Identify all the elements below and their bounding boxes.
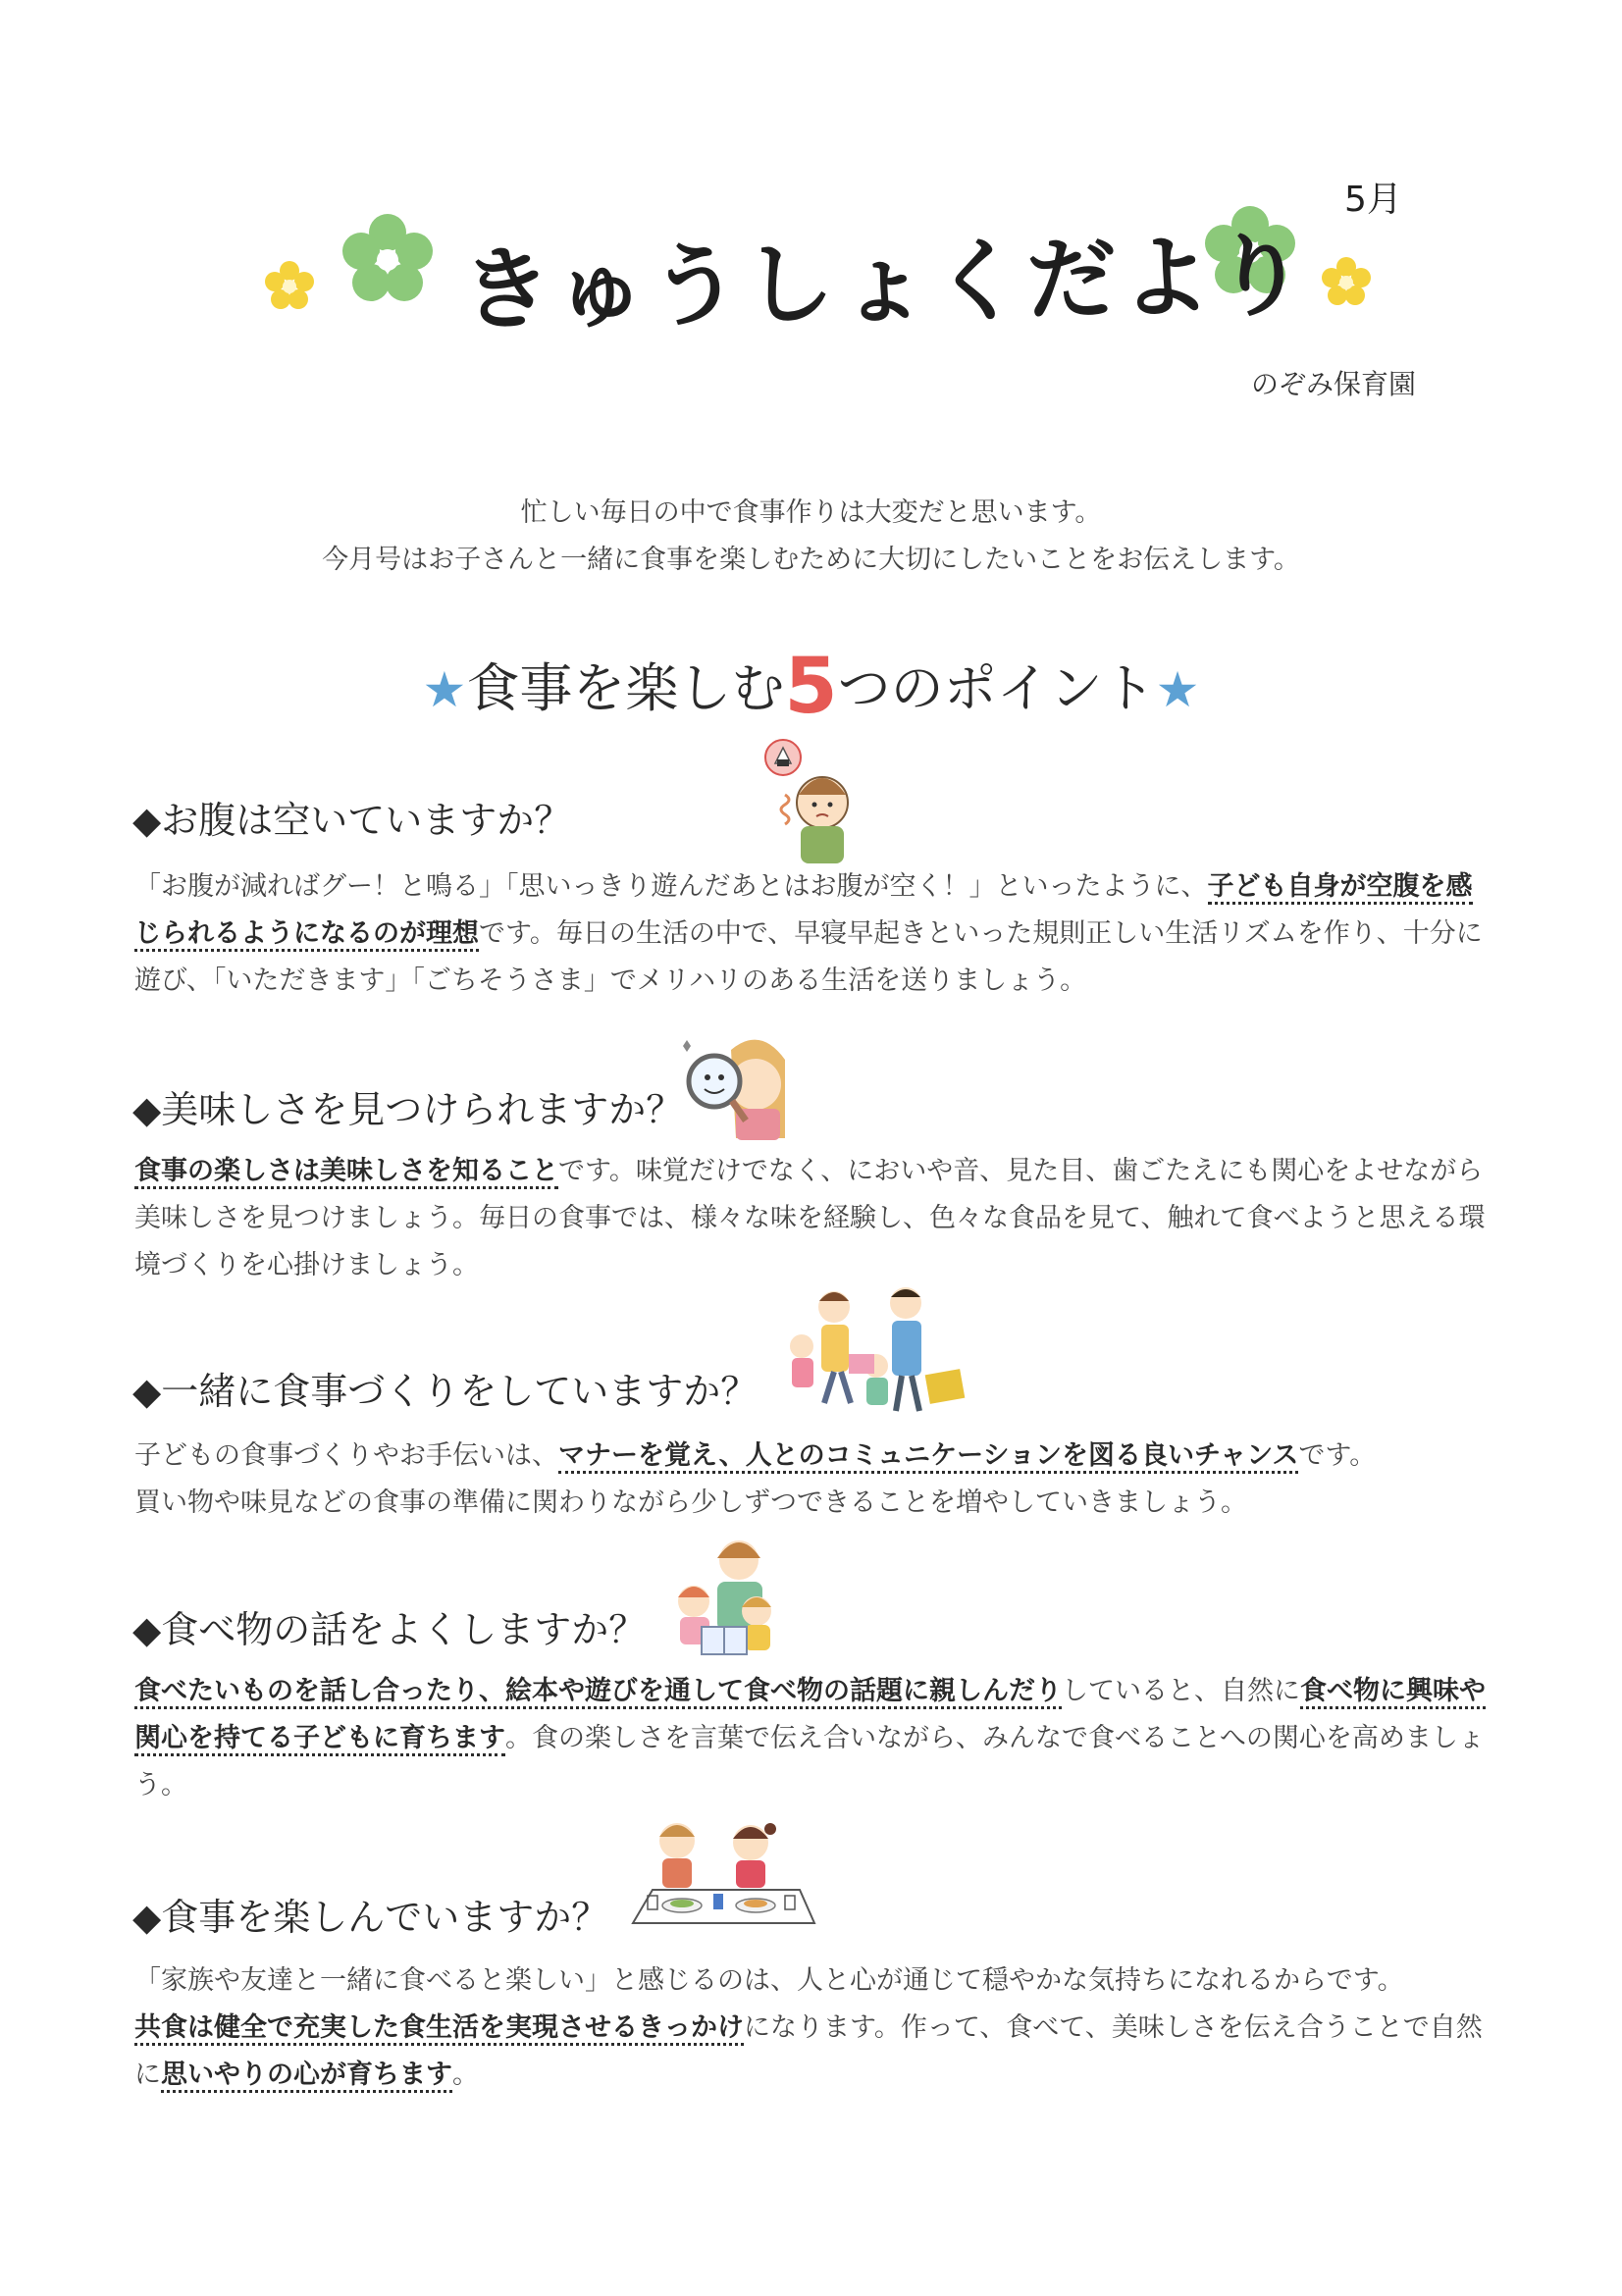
magnifying-glass-girl-illustration [677,1030,795,1143]
section-heading-enjoy: ◆食事を楽しんでいますか？ [132,1896,609,1939]
month-label: 5月 [1344,180,1402,220]
main-heading-text-after: つのポイント [837,657,1156,719]
emphasis-text: マナーを覚え、人とのコミュニケーションを図る良いチャンス [558,1440,1298,1474]
body-text: 子どもの食事づくりやお手伝いは、 [134,1440,558,1471]
school-name: のぞみ保育園 [1251,368,1417,400]
section-heading-taste: ◆美味しさを見つけられますか？ [132,1088,684,1131]
section-body-enjoy [134,1957,1493,2099]
body-text: 「お腹が減ればグー！と鳴る」「思いっきり遊んだあとはお腹が空く！」といったように、 [134,871,1208,902]
body-text: 「家族や友達と一緒に食べると楽しい」と感じるのは、人と心が通じて穏やかな気持ちになれるからです。 [134,1965,1404,1996]
emphasis-text: 子ども自身が空腹を感じられるようになるのが理想 [134,871,1473,952]
section-body-hungry [134,863,1493,1005]
hungry-child-illustration [756,736,868,868]
star-icon: ★ [422,661,467,718]
body-text: です。 [1298,1440,1377,1471]
section-heading-hungry: ◆お腹は空いていますか？ [132,799,572,842]
intro-line-1: 忙しい毎日の中で食事作りは大変だと思います。 [520,497,1102,528]
body-text: になります。作って、食べて、美味しさを伝え合うことで自然に [134,2012,1483,2090]
body-text: 。 [452,2060,479,2090]
main-heading-text-before: 食事を楽しむ [466,657,785,719]
star-icon: ★ [1155,661,1200,718]
section-heading-talk: ◆食べ物の話をよくしますか？ [132,1608,647,1651]
children-eating-illustration [623,1815,819,1933]
small-yellow-flower-icon [260,257,319,316]
section-body-talk [134,1668,1493,1809]
reading-with-children-illustration [662,1531,785,1663]
emphasis-text: 食べたいものを話し合ったり、絵本や遊びを通して食べ物の話題に親しんだり [134,1676,1062,1709]
intro-line-2: 今月号はお子さんと一緒に食事を楽しむために大切にしたいことをお伝えします。 [322,545,1300,575]
family-shopping-illustration [780,1285,986,1418]
body-text: していると、自然に [1062,1676,1300,1706]
body-text: です。毎日の生活の中で、早寝早起きといった規則正しい生活リズムを作り、十分に遊び、「いただきます」「ごちそうさま」でメリハリのある生活を送りましょう。 [134,918,1483,996]
body-text: 。食の楽しさを言葉で伝え合いながら、みんなで食べることへの関心を高めましょう。 [134,1723,1485,1800]
emphasis-text: 食べ物に興味や関心を持てる子どもに育ちます [134,1676,1486,1756]
main-heading-number: 5 [784,643,838,731]
main-heading [0,643,1622,731]
body-text: 買い物や味見などの食事の準備に関わりながら少しずつできることを増やしていきましょう。 [134,1487,1247,1518]
emphasis-text: 思いやりの心が育ちます [161,2060,452,2093]
emphasis-text: 共食は健全で充実した食生活を実現させるきっかけ [134,2012,744,2046]
section-heading-cooking: ◆一緒に食事づくりをしていますか？ [132,1370,759,1413]
section-body-cooking [134,1433,1493,1527]
newsletter-title: きゅうしょくだより [460,222,1311,343]
large-green-flower-icon [337,209,439,311]
body-text: です。味覚だけでなく、においや音、見た目、歯ごたえにも関心をよせながら美味しさを見つけましょう。毎日の食事では、様々な味を経験し、色々な食品を見て、触れて食べようと思える環境づくりを心掛けましょう。 [134,1156,1486,1280]
section-body-taste [134,1148,1493,1289]
small-yellow-flower-icon [1317,253,1376,312]
emphasis-text: 食事の楽しさは美味しさを知ること [134,1156,558,1189]
